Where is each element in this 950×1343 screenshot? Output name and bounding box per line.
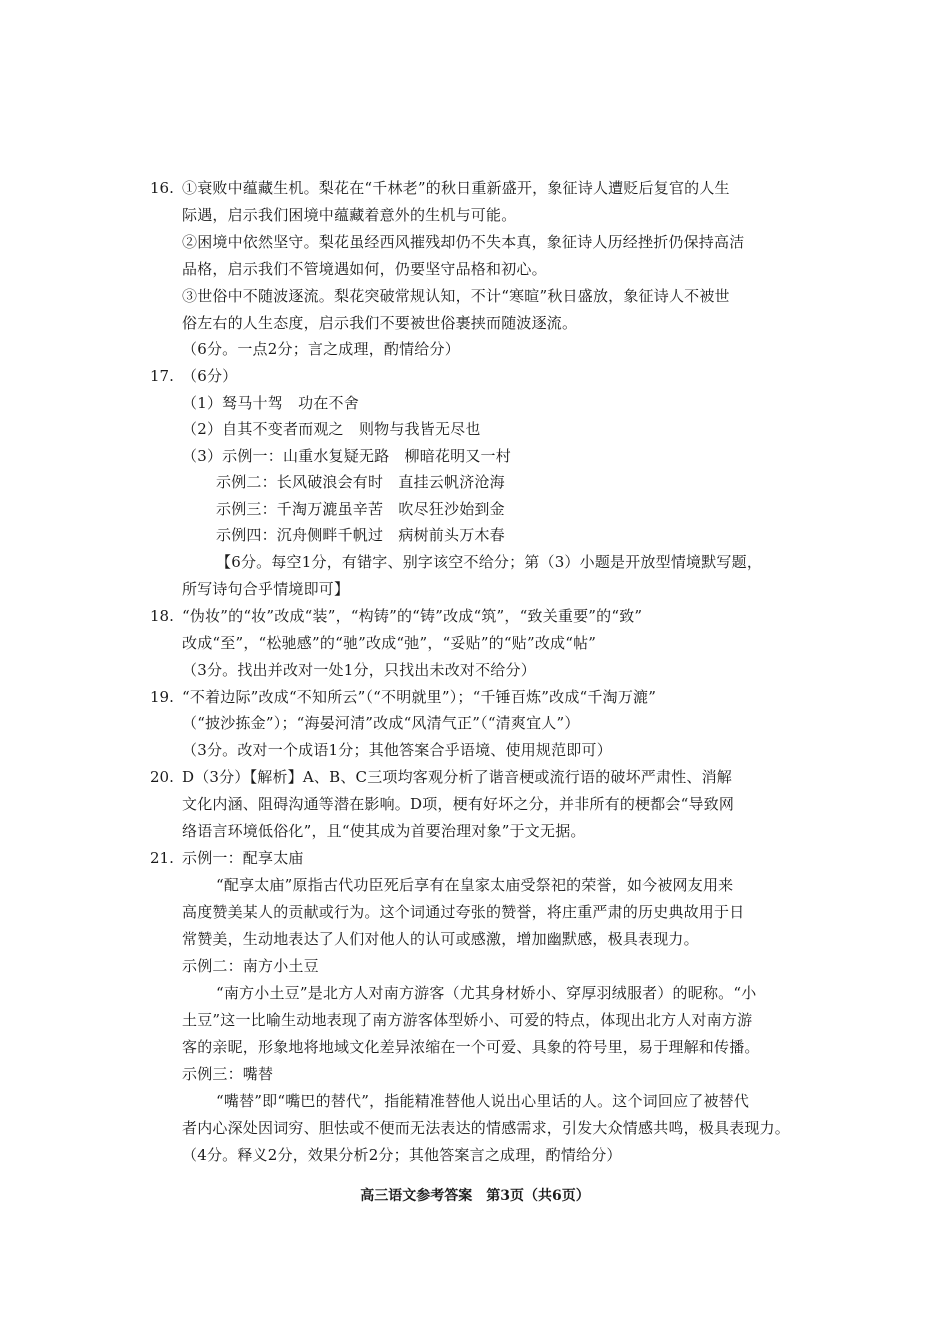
- q18-scoring-note: （3分。找出并改对一处1分，只找出未改对不给分）: [182, 661, 536, 679]
- q20-line: D（3分）【解析】A、B、C三项均客观分析了谐音梗或流行语的破坏严肃性、消解: [182, 768, 733, 786]
- q17-example: 示例二：长风破浪会有时 直挂云帆济沧海: [216, 473, 505, 491]
- q16-line: 品格，启示我们不管境遇如何，仍要坚守品格和初心。: [182, 260, 547, 278]
- q16-scoring-note: （6分。一点2分；言之成理，酌情给分）: [182, 340, 460, 358]
- q18-line: 改成“至”，“松驰感”的“驰”改成“弛”，“妥贴”的“贴”改成“帖”: [182, 634, 597, 652]
- q16-line: 际遇，启示我们困境中蕴藏着意外的生机与可能。: [182, 206, 517, 224]
- q17-example: 示例四：沉舟侧畔千帆过 病树前头万木春: [216, 526, 505, 544]
- q21-example-line: “嘴替”即“嘴巴的替代”，指能精准替他人说出心里话的人。这个词回应了被替代: [216, 1092, 750, 1110]
- q21-example-line: “配享太庙”原指古代功臣死后享有在皇家太庙受祭祀的荣誉，如今被网友用来: [216, 876, 734, 894]
- q21-example-title: 示例二：南方小土豆: [182, 957, 319, 975]
- q17-item: （3）示例一：山重水复疑无路 柳暗花明又一村: [182, 447, 511, 465]
- q18-line: “伪妆”的“妆”改成“装”，“构铸”的“铸”改成“筑”，“致关重要”的“致”: [182, 607, 643, 625]
- q16-line: ①衰败中蕴藏生机。梨花在“千林老”的秋日重新盛开，象征诗人遭贬后复官的人生: [182, 179, 730, 197]
- q20-line: 文化内涵、阻碍沟通等潜在影响。D项，梗有好坏之分，并非所有的梗都会“导致网: [182, 795, 735, 813]
- q20-line: 络语言环境低俗化”，且“使其成为首要治理对象”于文无据。: [182, 822, 586, 840]
- q21-example-line: “南方小土豆”是北方人对南方游客（尤其身材娇小、穿厚羽绒服者）的昵称。“小: [216, 984, 757, 1002]
- q21-example-line: 高度赞美某人的贡献或行为。这个词通过夸张的赞誉，将庄重严肃的历史典故用于日: [182, 903, 745, 921]
- page-footer: 高三语文参考答案 第3页（共6页）: [360, 1188, 590, 1204]
- q17-number: 17.: [150, 367, 174, 385]
- q19-line: （“披沙拣金”）；“海晏河清”改成“风清气正”（“清爽宜人”）: [182, 714, 580, 732]
- q21-example-title: 示例一：配享太庙: [182, 849, 304, 867]
- q19-number: 19.: [150, 688, 174, 706]
- q20-number: 20.: [150, 768, 174, 786]
- q17-scoring-note: 所写诗句合乎情境即可】: [182, 580, 350, 598]
- q21-example-line: 常赞美，生动地表达了人们对他人的认可或感激，增加幽默感，极具表现力。: [182, 930, 699, 948]
- q21-example-title: 示例三：嘴替: [182, 1065, 274, 1083]
- q16-line: 俗左右的人生态度，启示我们不要被世俗裹挟而随波逐流。: [182, 314, 578, 332]
- q17-item: （2）自其不变者而观之 则物与我皆无尽也: [182, 420, 481, 438]
- q21-number: 21.: [150, 849, 174, 867]
- q21-scoring-note: （4分。释义2分，效果分析2分；其他答案言之成理，酌情给分）: [182, 1146, 622, 1164]
- q16-number: 16.: [150, 179, 174, 197]
- q17-scoring-note: 【6分。每空1分，有错字、别字该空不给分；第（3）小题是开放型情境默写题，: [216, 553, 763, 571]
- q19-line: “不着边际”改成“不知所云”（“不明就里”）；“千锤百炼”改成“千淘万漉”: [182, 688, 657, 706]
- q21-example-line: 客的亲昵，形象地将地域文化差异浓缩在一个可爱、具象的符号里，易于理解和传播。: [182, 1038, 760, 1056]
- q17-example: 示例三：千淘万漉虽辛苦 吹尽狂沙始到金: [216, 500, 505, 518]
- q16-line: ③世俗中不随波逐流。梨花突破常规认知，不计“寒暄”秋日盛放，象征诗人不被世: [182, 287, 730, 305]
- q16-line: ②困境中依然坚守。梨花虽经西风摧残却仍不失本真，象征诗人历经挫折仍保持高洁: [182, 233, 745, 251]
- q19-scoring-note: （3分。改对一个成语1分；其他答案合乎语境、使用规范即可）: [182, 741, 612, 759]
- q21-example-line: 者内心深处因词穷、胆怯或不便而无法表达的情感需求，引发大众情感共鸣，极具表现力。: [182, 1119, 791, 1137]
- q21-example-line: 土豆”这一比喻生动地表现了南方游客体型娇小、可爱的特点，体现出北方人对南方游: [182, 1011, 753, 1029]
- q17-score: （6分）: [182, 367, 238, 385]
- q17-item: （1）驽马十驾 功在不舍: [182, 394, 359, 412]
- q18-number: 18.: [150, 607, 174, 625]
